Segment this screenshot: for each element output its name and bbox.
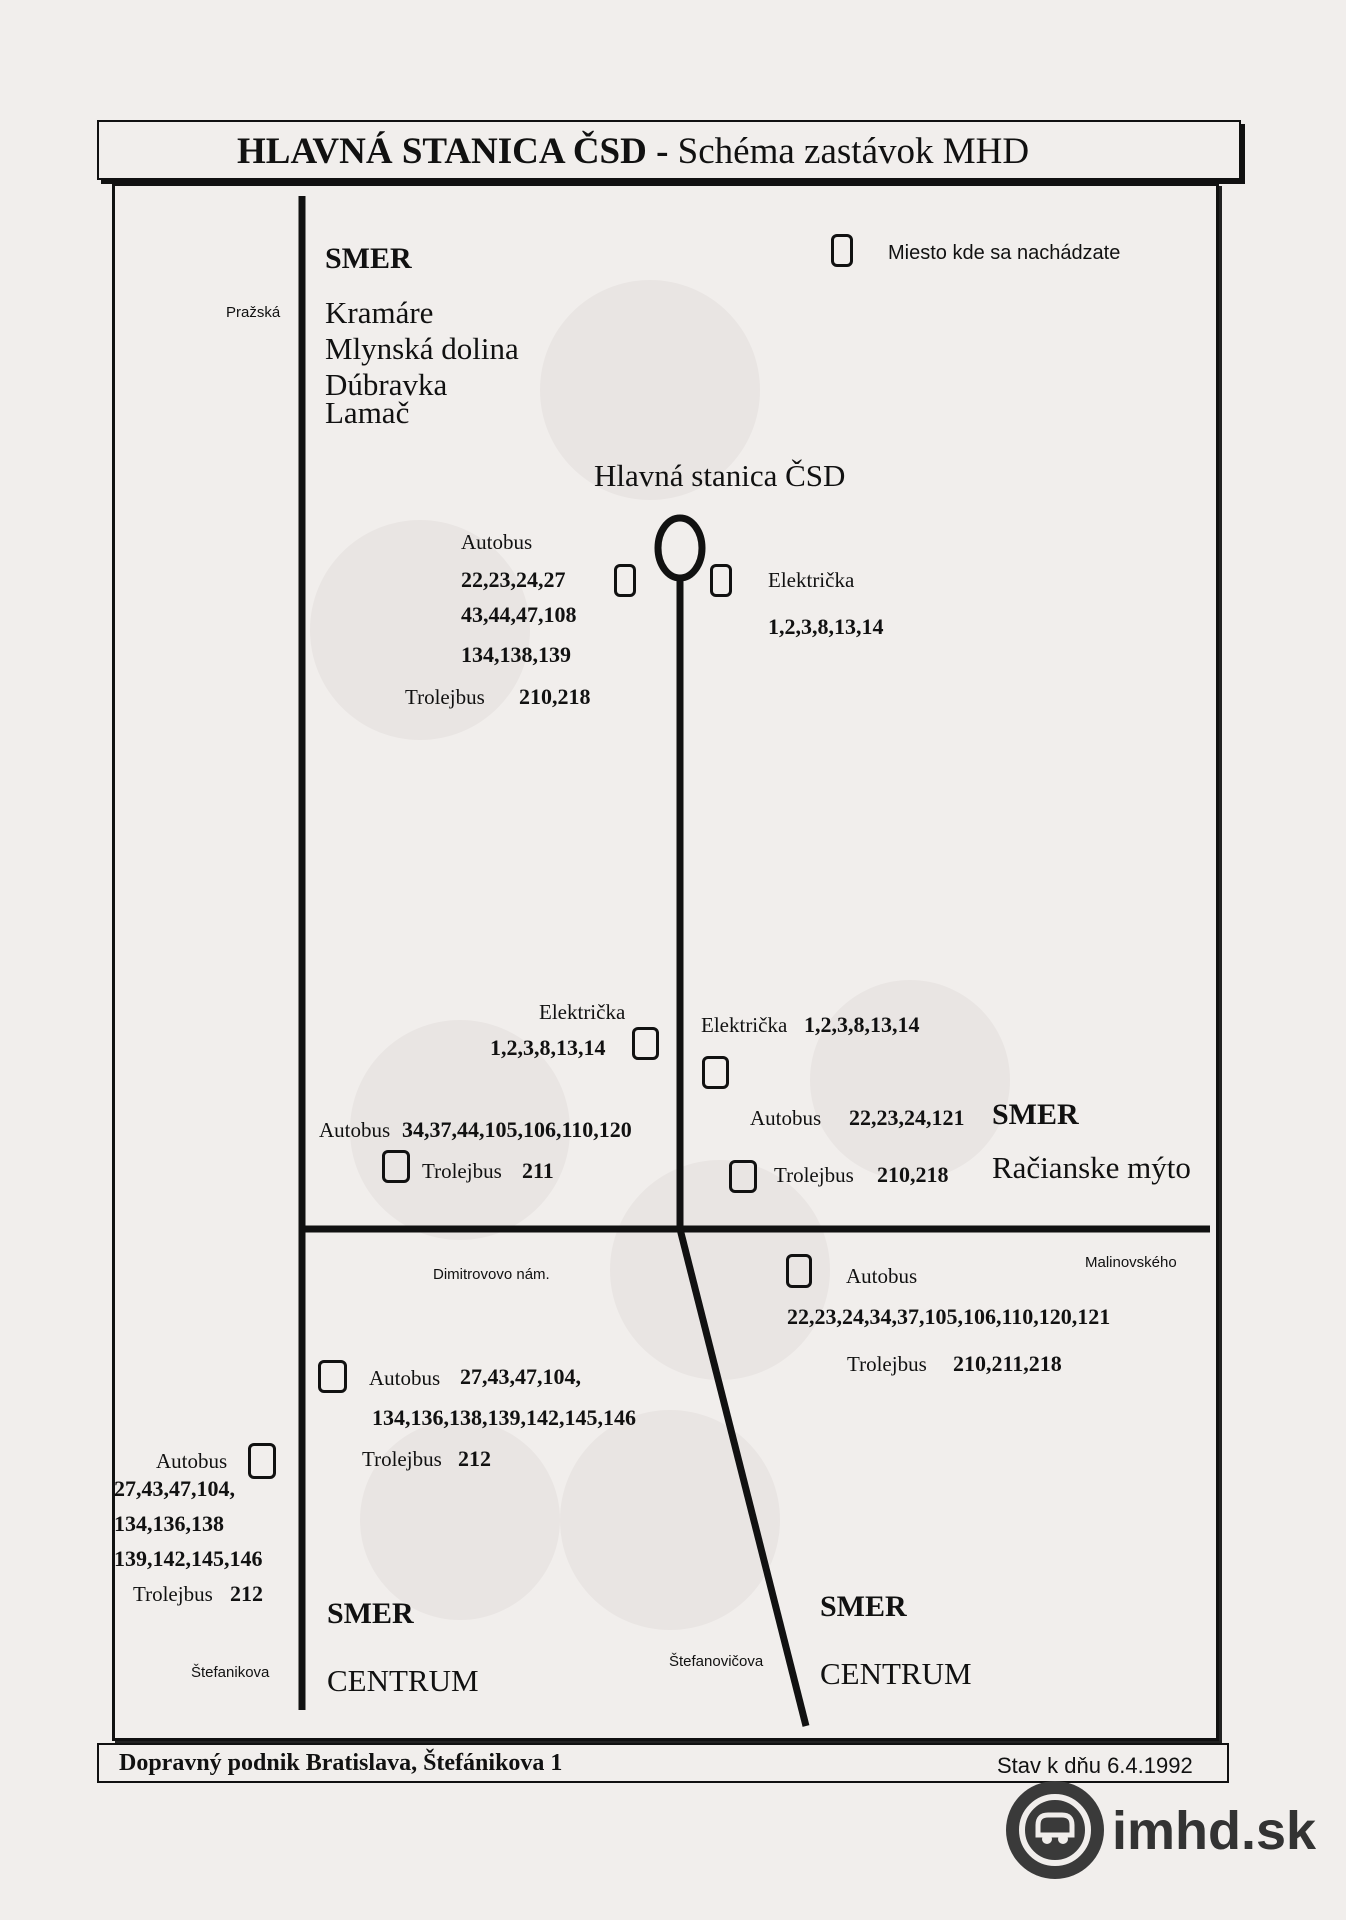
stop-low-left-autobus-lines: 139,142,145,146 [114,1546,263,1571]
stop-top-left-autobus-lines: 43,44,47,108 [461,602,577,627]
imhd-logo-text: imhd.sk [1112,1801,1317,1861]
footer-date: Stav k dňu 6.4.1992 [997,1753,1193,1778]
stop-low-center-autobus-lines: 134,136,138,139,142,145,146 [372,1405,636,1430]
south-right-destination: CENTRUM [820,1656,972,1691]
stop-mid-right-bus-trolejbus-label: Trolejbus [774,1163,854,1187]
north-smer-label: SMER [325,242,412,275]
stop-mid-left-tram-label: Električka [539,1000,626,1024]
stop-mid-right-tram-icon [702,1056,729,1089]
street-label-prazska: Pražská [226,304,281,321]
street-label-malinovskeho: Malinovského [1085,1254,1177,1271]
stop-mid-right-tram-lines: 1,2,3,8,13,14 [804,1012,920,1037]
stop-low-center-icon [318,1360,347,1393]
stop-low-left-autobus-label: Autobus [156,1449,228,1473]
stop-top-left-autobus-lines: 22,23,24,27 [461,567,566,592]
stop-mid-left-bus-trolejbus-label: Trolejbus [422,1159,502,1183]
title-regular: Schéma zastávok MHD [677,131,1030,172]
station-loop [658,518,702,578]
stop-top-left-trolejbus-label: Trolejbus [405,685,485,709]
stop-low-right-icon [786,1254,812,1288]
stop-top-left-autobus-label: Autobus [461,530,533,554]
stop-top-right-lines: 1,2,3,8,13,14 [768,614,884,639]
east-destination-clip [990,1150,1215,1192]
stop-mid-right-bus-trolejbus-lines: 210,218 [877,1162,949,1187]
stop-low-right-trolejbus-lines: 210,211,218 [953,1351,1062,1376]
north-destination: Mlynská dolina [325,331,519,366]
stop-mid-left-bus-trolejbus-lines: 211 [522,1158,554,1183]
east-smer-label: SMER [992,1098,1079,1131]
north-destination: Lamač [325,395,410,430]
stop-low-right-autobus-label: Autobus [846,1264,918,1288]
east-destination: Račianske mýto [992,1150,1191,1185]
bus-heart-icon [1006,1781,1104,1879]
stop-low-left-autobus-lines: 134,136,138 [114,1511,224,1536]
stop-low-center-trolejbus-lines: 212 [458,1446,491,1471]
stop-low-center-trolejbus-label: Trolejbus [362,1447,442,1471]
stop-top-left-trolejbus-lines: 210,218 [519,684,591,709]
north-destination: Dúbravka [325,367,448,402]
stop-low-left-autobus-lines: 27,43,47,104, [114,1476,235,1501]
stop-mid-right-bus-autobus-lines: 22,23,24,121 [849,1105,965,1130]
stop-mid-right-bus-icon [729,1160,757,1193]
stop-low-right-autobus-lines: 22,23,24,34,37,105,106,110,120,121 [787,1304,1111,1329]
stop-mid-left-bus-icon [382,1150,410,1183]
stop-top-right-label: Električka [768,568,855,592]
legend-text: Miesto kde sa nachádzate [888,242,1121,264]
street-label-stefanikova: Štefanikova [191,1664,270,1681]
stop-low-center-autobus-label: Autobus [369,1366,441,1390]
footer-publisher: Dopravný podnik Bratislava, Štefánikova 1 [119,1750,563,1776]
stop-low-right-trolejbus-label: Trolejbus [847,1352,927,1376]
imhd-logo-icon [1006,1781,1104,1879]
stop-mid-left-bus-autobus-lines: 34,37,44,105,106,110,120 [402,1117,632,1142]
stop-low-left-trolejbus-lines: 212 [230,1581,263,1606]
stop-mid-right-tram-label: Električka [701,1013,788,1037]
current-location-stop-icon [831,234,853,267]
stop-top-right-icon [710,564,732,597]
stop-mid-left-bus-autobus-label: Autobus [319,1118,391,1142]
footer-box [97,1743,1229,1783]
stop-mid-left-tram-lines: 1,2,3,8,13,14 [490,1035,606,1060]
stop-low-left-trolejbus-label: Trolejbus [133,1582,213,1606]
station-name: Hlavná stanica ČSD [594,458,846,493]
stop-mid-right-bus-autobus-label: Autobus [750,1106,822,1130]
stop-low-center-autobus-lines: 27,43,47,104, [460,1364,581,1389]
south-right-smer-label: SMER [820,1590,907,1623]
title-bold: HLAVNÁ STANICA ČSD - [237,131,669,172]
south-left-smer-label: SMER [327,1597,414,1630]
north-destination: Kramáre [325,295,434,330]
north-destinations [325,295,519,431]
south-left-destination: CENTRUM [327,1663,479,1698]
street-label-dimitrovovo: Dimitrovovo nám. [433,1266,550,1283]
street-label-stefanovicova: Štefanovičova [669,1653,764,1670]
stop-mid-left-tram-icon [632,1027,659,1060]
stop-top-left-autobus-lines: 134,138,139 [461,642,571,667]
stop-low-left-icon [248,1443,276,1479]
stop-top-left-icon [614,564,636,597]
